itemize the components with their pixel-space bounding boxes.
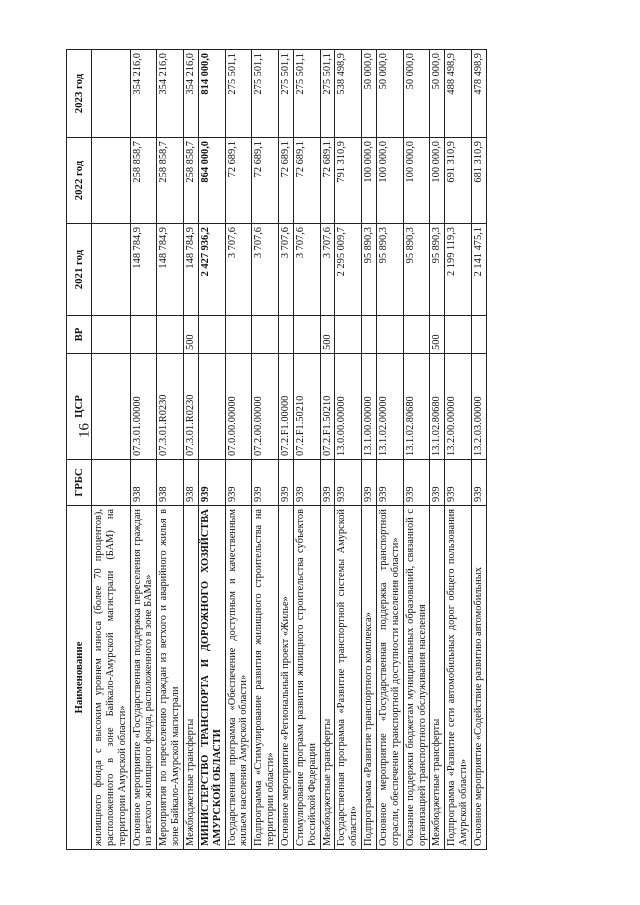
cell-2021: 148 784,9 xyxy=(130,224,157,316)
cell-name: Подпрограмма «Развитие сети автомобильных дорог общего пользования Амурской области» xyxy=(445,506,472,850)
cell-grbs: 939 xyxy=(225,460,252,506)
cell-vr xyxy=(225,316,252,354)
cell-name: Подпрограмма «Стимулирование развития жилищного строительства на территории области» xyxy=(252,506,279,850)
cell-csr: 13.2.03.00000 xyxy=(472,354,487,460)
cell-grbs: 939 xyxy=(198,460,225,506)
cell-2023: 275 501,1 xyxy=(252,50,279,138)
cell-grbs: 939 xyxy=(430,460,445,506)
cell-2023: 354 216,0 xyxy=(130,50,157,138)
rotated-table-container xyxy=(66,50,581,850)
cell-csr: 13.0.00.00000 xyxy=(335,354,362,460)
cell-csr: 07.2.00.00000 xyxy=(252,354,279,460)
table-row xyxy=(252,50,279,850)
cell-2021: 3 707,6 xyxy=(320,224,335,316)
cell-name: Основное мероприятие «Государственная поддержка переселения граждан из ветхого жилищного фонда, расположенного в зоне БАМа» xyxy=(130,506,157,850)
cell-2023: 275 501,1 xyxy=(279,50,294,138)
cell-vr: 500 xyxy=(320,316,335,354)
cell-2023: 275 501,1 xyxy=(320,50,335,138)
table-header-row xyxy=(67,50,92,850)
cell-name: Межбюджетные трансферты xyxy=(430,506,445,850)
cell-2022: 681 310,9 xyxy=(472,138,487,224)
cell-2021: 2 141 475,1 xyxy=(472,224,487,316)
col-header-2022: 2022 год xyxy=(67,138,92,224)
table-row xyxy=(130,50,157,850)
cell-name: Стимулирование программ развития жилищного строительства субъектов Российской Федерации xyxy=(293,506,320,850)
cell-2021: 2 427 936,2 xyxy=(198,224,225,316)
cell-2022: 691 310,9 xyxy=(445,138,472,224)
cell-name: Межбюджетные трансферты xyxy=(320,506,335,850)
cell-vr xyxy=(293,316,320,354)
cell-vr: 500 xyxy=(184,316,199,354)
cell-2023: 275 501,1 xyxy=(293,50,320,138)
cell-csr: 13.1.02.00000 xyxy=(377,354,404,460)
cell-vr xyxy=(130,316,157,354)
col-header-grbs: ГРБС xyxy=(67,460,92,506)
table-row xyxy=(472,50,487,850)
cell-grbs: 939 xyxy=(320,460,335,506)
cell-csr: 13.1.02.80680 xyxy=(403,354,430,460)
cell-vr xyxy=(403,316,430,354)
cell-2022: 258 858,7 xyxy=(157,138,184,224)
cell-vr xyxy=(377,316,404,354)
col-header-csr: ЦСР xyxy=(67,354,92,460)
cell-grbs: 939 xyxy=(293,460,320,506)
cell-vr xyxy=(279,316,294,354)
cell-2021: 2 199 119,3 xyxy=(445,224,472,316)
table-row xyxy=(225,50,252,850)
cell-2022: 72 689,1 xyxy=(225,138,252,224)
cell-2023: 275 501,1 xyxy=(225,50,252,138)
cell-2023: 488 498,9 xyxy=(445,50,472,138)
cell-vr xyxy=(198,316,225,354)
cell-grbs: 939 xyxy=(403,460,430,506)
table-row xyxy=(92,50,131,850)
cell-csr: 13.2.00.00000 xyxy=(445,354,472,460)
cell-2022: 791 310,9 xyxy=(335,138,362,224)
cell-csr: 07.2.F1.00000 xyxy=(279,354,294,460)
table-row xyxy=(279,50,294,850)
table-row xyxy=(335,50,362,850)
cell-2021: 95 890,3 xyxy=(362,224,377,316)
cell-2021: 2 295 009,7 xyxy=(335,224,362,316)
cell-2022: 100 000,0 xyxy=(377,138,404,224)
cell-2022: 258 858,7 xyxy=(184,138,199,224)
cell-name: Основное мероприятие «Региональный проект «Жилье» xyxy=(279,506,294,850)
cell-name: Оказание поддержки бюджетам муниципальных образований, связанной с организацией транспортного обслуживания населения xyxy=(403,506,430,850)
table-row xyxy=(362,50,377,850)
cell-2023: 50 000,0 xyxy=(377,50,404,138)
cell-name: МИНИСТЕРСТВО ТРАНСПОРТА И ДОРОЖНОГО ХОЗЯЙСТВА АМУРСКОЙ ОБЛАСТИ xyxy=(198,506,225,850)
cell-2021: 3 707,6 xyxy=(225,224,252,316)
table-row xyxy=(320,50,335,850)
cell-vr xyxy=(157,316,184,354)
table-row xyxy=(445,50,472,850)
cell-grbs: 939 xyxy=(279,460,294,506)
cell-2022: 258 858,7 xyxy=(130,138,157,224)
cell-2023 xyxy=(92,50,131,138)
cell-vr xyxy=(445,316,472,354)
cell-grbs: 938 xyxy=(184,460,199,506)
table-row xyxy=(184,50,199,850)
cell-vr xyxy=(335,316,362,354)
cell-grbs: 938 xyxy=(130,460,157,506)
cell-2021: 95 890,3 xyxy=(403,224,430,316)
col-header-2021: 2021 год xyxy=(67,224,92,316)
cell-grbs: 939 xyxy=(252,460,279,506)
cell-csr xyxy=(92,354,131,460)
cell-csr: 07.0.00.00000 xyxy=(225,354,252,460)
cell-2022 xyxy=(92,138,131,224)
cell-2021: 3 707,6 xyxy=(252,224,279,316)
table-row xyxy=(157,50,184,850)
cell-name: Государственная программа «Развитие транспортной системы Амурской области» xyxy=(335,506,362,850)
cell-name: Государственная программа «Обеспечение доступным и качественным жильем населения Амурской области» xyxy=(225,506,252,850)
cell-2023: 538 498,9 xyxy=(335,50,362,138)
cell-2022: 72 689,1 xyxy=(252,138,279,224)
cell-name: Мероприятия по переселению граждан из ветхого и аварийного жилья в зоне Байкало-Амурской магистрали xyxy=(157,506,184,850)
cell-2021: 3 707,6 xyxy=(293,224,320,316)
table-row xyxy=(198,50,225,850)
cell-2022: 100 000,0 xyxy=(362,138,377,224)
cell-2023: 50 000,0 xyxy=(362,50,377,138)
cell-vr xyxy=(92,316,131,354)
cell-name: Подпрограмма «Развитие транспортного комплекса» xyxy=(362,506,377,850)
cell-csr: 07.3.01.R0230 xyxy=(157,354,184,460)
cell-csr: 07.3.01.00000 xyxy=(130,354,157,460)
cell-2023: 478 498,9 xyxy=(472,50,487,138)
cell-2022: 864 000,0 xyxy=(198,138,225,224)
cell-name: Основное мероприятие «Государственная поддержка транспортной отрасли, обеспечение транспортной доступности населения области» xyxy=(377,506,404,850)
cell-grbs: 938 xyxy=(157,460,184,506)
col-header-name: Наименование xyxy=(67,506,92,850)
cell-2023: 50 000,0 xyxy=(430,50,445,138)
page-number: 16 xyxy=(76,423,93,438)
cell-2021: 95 890,3 xyxy=(377,224,404,316)
cell-2022: 72 689,1 xyxy=(320,138,335,224)
cell-2022: 72 689,1 xyxy=(293,138,320,224)
cell-csr: 13.1.02.80680 xyxy=(430,354,445,460)
cell-2023: 50 000,0 xyxy=(403,50,430,138)
cell-csr: 07.2.F1.50210 xyxy=(293,354,320,460)
cell-2021: 95 890,3 xyxy=(430,224,445,316)
cell-vr xyxy=(472,316,487,354)
cell-2023: 814 000,0 xyxy=(198,50,225,138)
budget-table xyxy=(66,49,487,850)
cell-name: Межбюджетные трансферты xyxy=(184,506,199,850)
cell-2023: 354 216,0 xyxy=(157,50,184,138)
cell-vr xyxy=(362,316,377,354)
col-header-2023: 2023 год xyxy=(67,50,92,138)
cell-grbs: 939 xyxy=(472,460,487,506)
cell-csr: 07.2.F1.50210 xyxy=(320,354,335,460)
col-header-vr: ВР xyxy=(67,316,92,354)
cell-name: Основное мероприятие «Содействие развитию автомобильных xyxy=(472,506,487,850)
cell-csr: 07.3.01.R0230 xyxy=(184,354,199,460)
cell-2022: 72 689,1 xyxy=(279,138,294,224)
cell-2021: 3 707,6 xyxy=(279,224,294,316)
cell-vr xyxy=(252,316,279,354)
cell-csr: 13.1.00.00000 xyxy=(362,354,377,460)
table-row xyxy=(377,50,404,850)
table-body xyxy=(92,50,487,850)
cell-grbs: 939 xyxy=(377,460,404,506)
cell-grbs xyxy=(92,460,131,506)
cell-grbs: 939 xyxy=(362,460,377,506)
cell-csr xyxy=(198,354,225,460)
cell-name: жилищного фонда с высоким уровнем износа (более 70 процентов), расположенного в зоне Байкало-Амурской магистрали (БАМ) на территории Амурской области» xyxy=(92,506,131,850)
cell-vr: 500 xyxy=(430,316,445,354)
table-row xyxy=(403,50,430,850)
table-row xyxy=(293,50,320,850)
cell-2022: 100 000,0 xyxy=(403,138,430,224)
cell-2022: 100 000,0 xyxy=(430,138,445,224)
cell-grbs: 939 xyxy=(445,460,472,506)
table-row xyxy=(430,50,445,850)
cell-2021: 148 784,9 xyxy=(157,224,184,316)
cell-2021: 148 784,9 xyxy=(184,224,199,316)
cell-2021 xyxy=(92,224,131,316)
cell-grbs: 939 xyxy=(335,460,362,506)
cell-2023: 354 216,0 xyxy=(184,50,199,138)
